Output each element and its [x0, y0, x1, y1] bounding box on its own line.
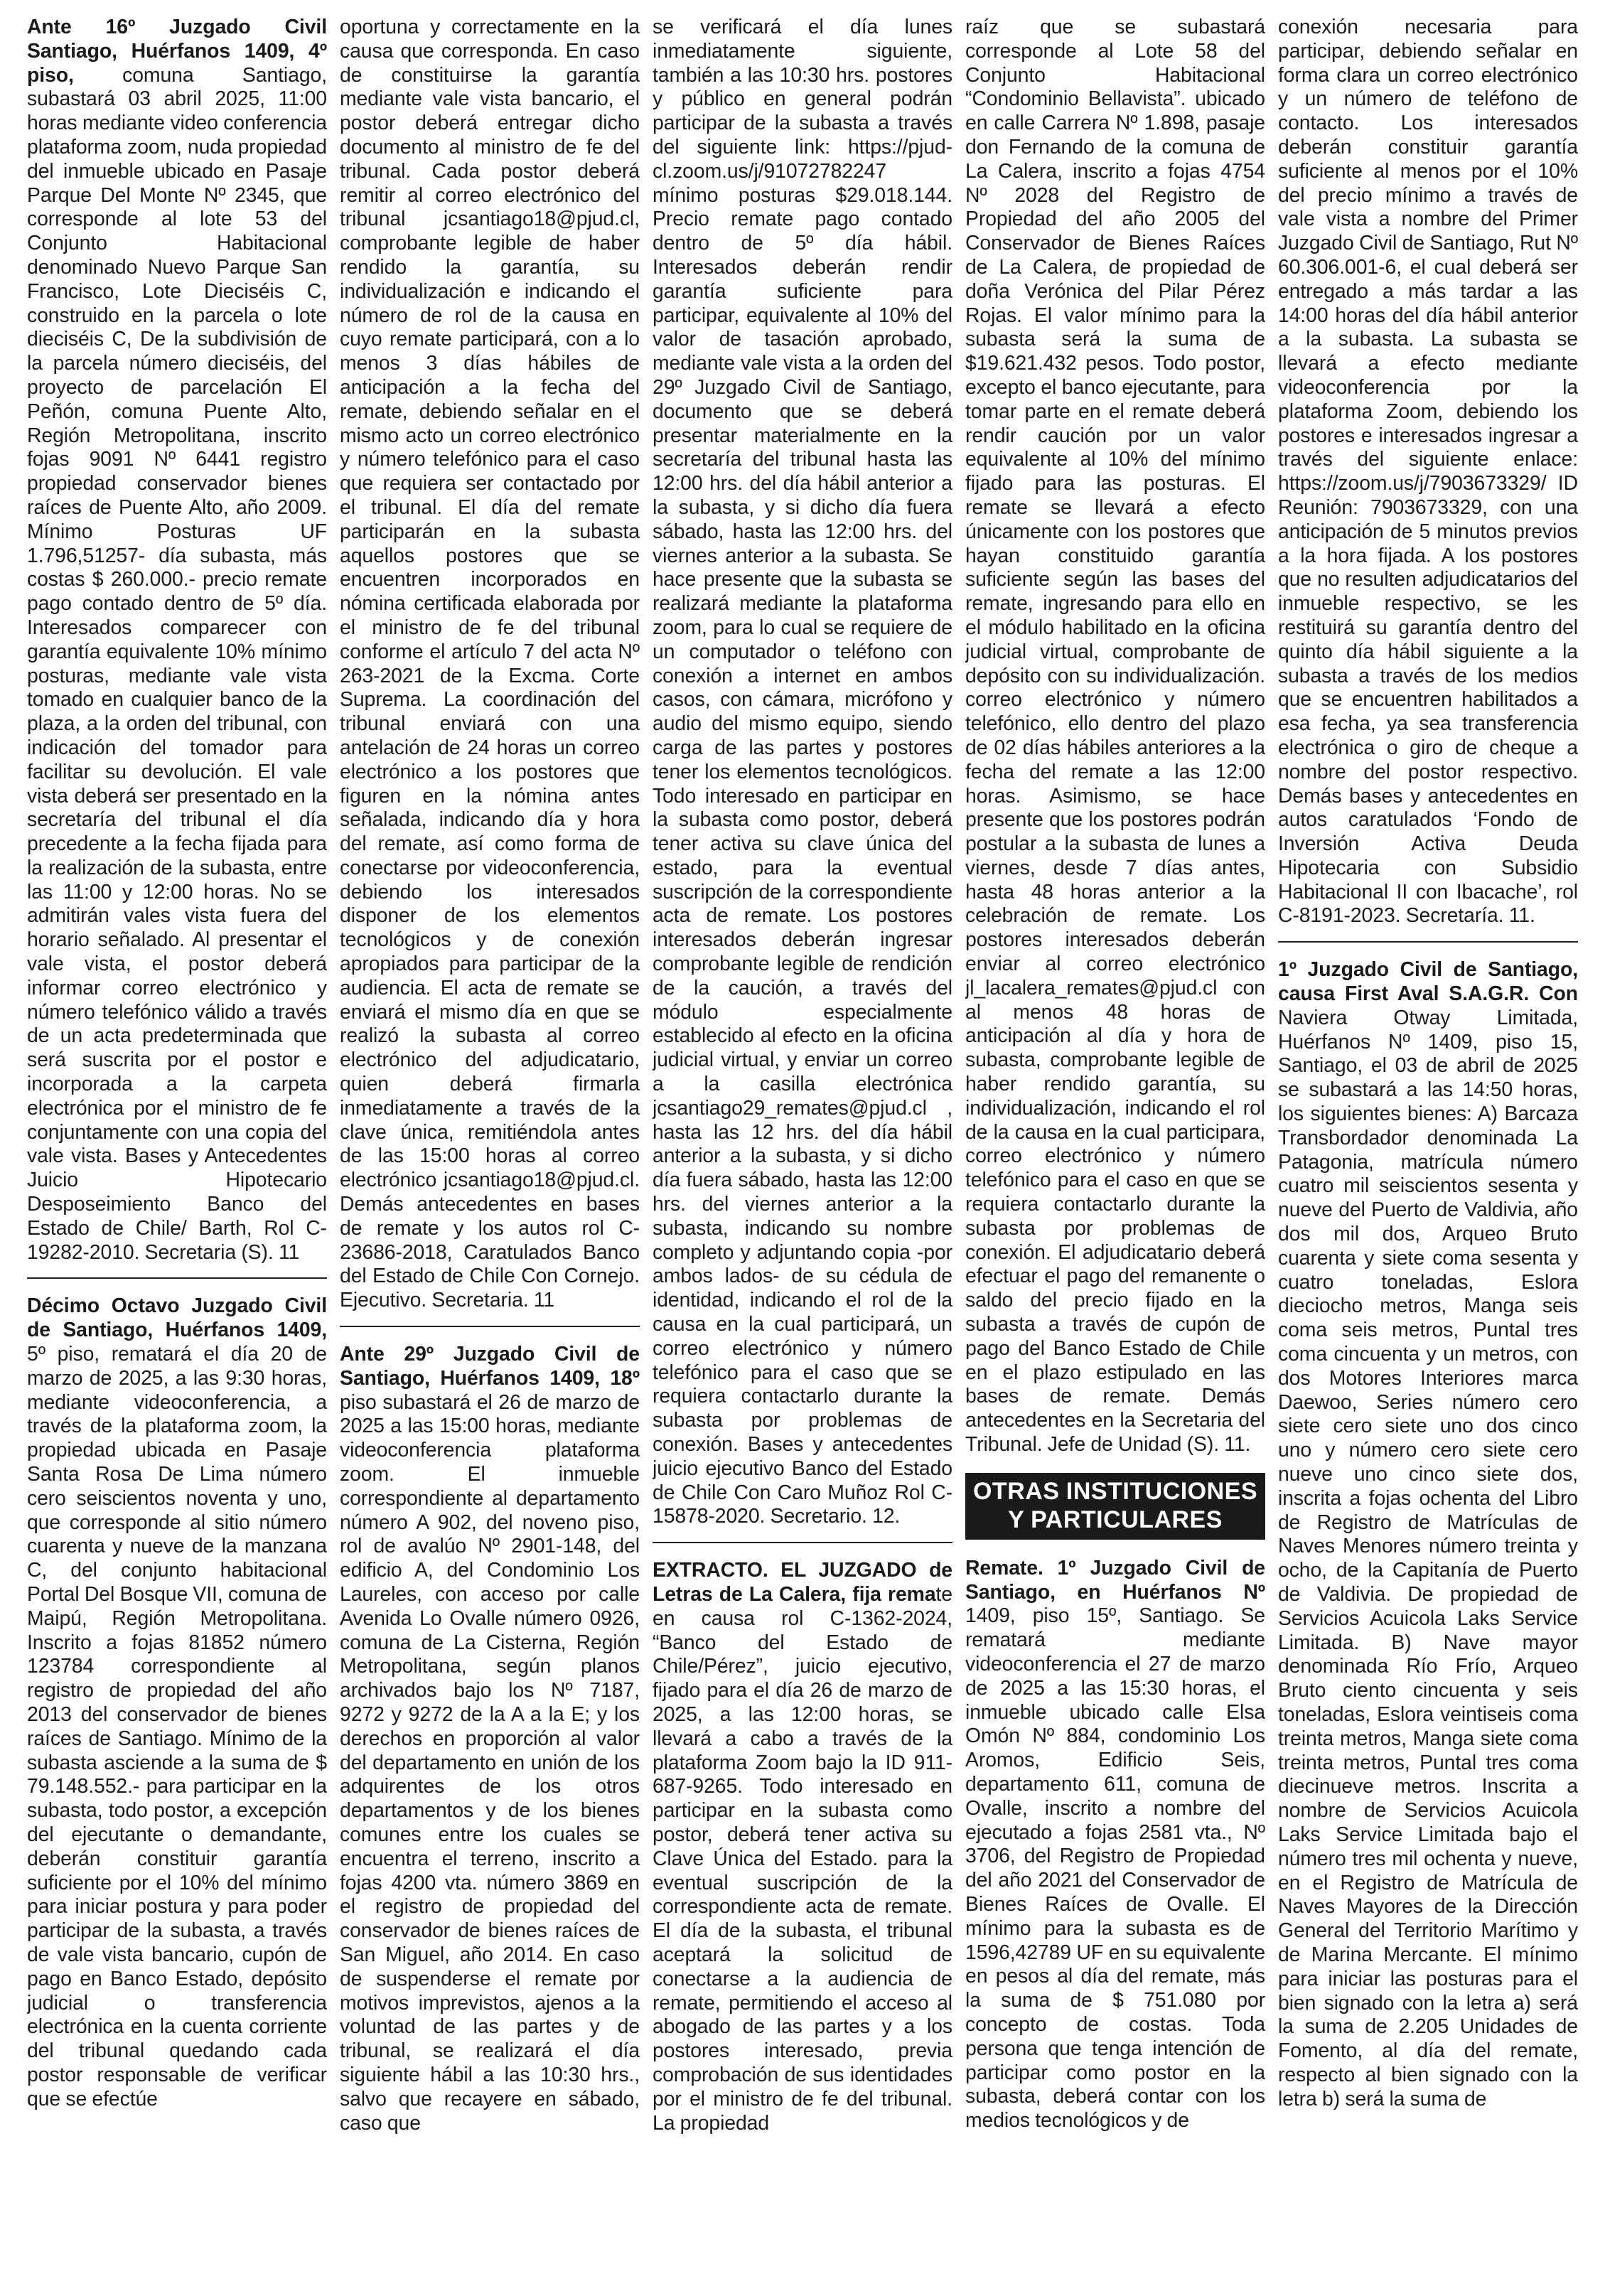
legal-notice [340, 1343, 640, 2135]
notice-body: 5º piso, rematará el día 20 de marzo de 2025, a las 9:30 horas, mediante videoconferencia, a través de la plataforma zoom, la propiedad ubicada en Pasaje Santa Rosa De Lima número cero seiscientos noventa y uno, que corresponde al sitio número cuarenta y nueve de la manzana C, del conjunto habitacional Portal Del Bosque VII, comuna de Maipú, Región Metropolitana. Inscrito a fojas 81852 número 123784 correspondiente al registro de propiedad del año 2013 del conservador de bienes raíces de Santiago. Mínimo de la subasta asciende a la suma de $ 79.148.552.- para participar en la subasta, todo postor, a excepción del ejecutante o demandante, deberán constituir garantía suficiente por el 10% del mínimo para iniciar postura y para poder participar de la subasta, a través de vale vista bancario, cupón de pago en Banco Estado, depósito judicial o transferencia electrónica en la cuenta corriente del tribunal quedando cada postor responsable de verificar que se efectúe [27, 1343, 327, 2110]
notice-body: 1409, piso 15º, Santiago. Se rematará mediante videoconferencia el 27 de marzo de 2025 a las 15:30 horas, el inmueble ubicado calle Elsa Omón Nº 884, condominio Los Aromos, Edificio Seis, departamento 611, comuna de Ovalle, inscrito a nombre del ejecutado a fojas 2581 vta., Nº 3706, del Registro de Propiedad del año 2021 del Conservador de Bienes Raíces de Ovalle. El mínimo para la subasta es de 1596,42789 UF en su equivalente en pesos al día del remate, más la suma de $ 751.080 por concepto de costas. Toda persona que tenga intención de participar como postor en la subasta, deberá contar con los medios tecnológicos y de [965, 1604, 1265, 2133]
notice-divider [1278, 941, 1578, 943]
section-heading: OTRAS INSTITUCIONES Y PARTICULARES [965, 1473, 1265, 1540]
notice-heading: 1º Juzgado Civil de Santiago, causa First Aval S.A.G.R. Con [1278, 958, 1578, 1006]
notice-divider [340, 1326, 640, 1327]
notice-body: piso subastará el 26 de marzo de 2025 a las 15:00 horas, mediante videoconferencia plataforma zoom. El inmueble correspondiente al departamento número A 902, del noveno piso, rol de avalúo Nº 2901-148, del edificio A, del Condominio Los Laureles, con acceso por calle Avenida Lo Ovalle número 0926, comuna de La Cisterna, Región Metropolitana, según planos archivados bajo los Nº 7187, 9272 y 9272 de la A a la E; y los derechos en proporción al valor del departamento en unión de los adquirentes de los otros departamentos y de los bienes comunes entre los cuales se encuentra el terreno, inscrito a fojas 4200 vta. número 3869 en el registro de propiedad del conservador de bienes raíces de San Miguel, año 2014. En caso de suspenderse el remate por motivos imprevistos, ajenos a la voluntad de las partes y de tribunal, se realizará el día siguiente hábil a las 10:30 hrs., salvo que recayere en sábado, caso que [340, 1390, 640, 2135]
column-1 [27, 16, 327, 2283]
column-2 [340, 16, 640, 2283]
legal-notice [965, 1557, 1265, 2133]
notice-heading: Ante 29º Juzgado Civil de Santiago, Huérfanos 1409, 18º [340, 1343, 640, 1390]
notice-body: se verificará el día lunes inmediatamente siguiente, también a las 10:30 hrs. postores y público en general podrán participar de la subasta a través del siguiente link: https://pjud-cl.zoom.us/j/91072782247 mínimo posturas $29.018.144. Precio remate pago contado dentro de 5º día hábil. Interesados deberán rendir garantía suficiente para participar, equivalente al 10% del valor de tasación aprobado, mediante vale vista a la orden del 29º Juzgado Civil de Santiago, documento que se deberá presentar materialmente en la secretaría del tribunal hasta las 12:00 hrs. del día hábil anterior a la subasta, y si dicho día fuera sábado, hasta las 12:00 hrs. del viernes anterior a la subasta. Se hace presente que la subasta se realizará mediante la plataforma zoom, para lo cual se requiere de un computador o teléfono con conexión a internet en ambos casos, con cámara, micrófono y audio del mismo equipo, siendo carga de las partes y postores tener los elementos tecnológicos. Todo interesado en participar en la subasta como postor, deberá tener activa su clave única del estado, para la eventual suscripción de la correspondiente acta de remate. Los postores interesados deberán ingresar comprobante legible de rendición de la caución, a través del módulo especialmente establecido al efecto en la oficina judicial virtual, y enviar un correo a la casilla electrónica jcsantiago29_remates@pjud.cl , hasta las 12 hrs. del día hábil anterior a la subasta, y si dicho día fuera sábado, hasta las 12:00 hrs. del viernes anterior a la subasta, indicando su nombre completo y adjuntando copia -por ambos lados- de su cédula de identidad, indicando el rol de la causa en la cual participará, un correo electrónico y número telefónico para el caso que se requiera contactarlo durante la subasta por problemas de conexión. Bases y antecedentes juicio ejecutivo Banco del Estado de Chile Con Caro Muñoz Rol C-15878-2020. Secretario. 12. [653, 16, 952, 1528]
notice-body: comuna Santiago, subastará 03 abril 2025, 11:00 horas mediante video conferencia plataforma zoom, nuda propiedad del inmueble ubicado en Pasaje Parque Del Monte Nº 2345, que corresponde al lote 53 del Conjunto Habitacional denominado Nuevo Parque San Francisco, Lote Dieciséis C, construido en la parcela o lote dieciséis C, De la subdivisión de la parcela número dieciséis, del proyecto de parcelación El Peñón, comuna Puente Alto, Región Metropolitana, inscrito fojas 9091 Nº 6441 registro propiedad conservador bienes raíces de Puente Alto, año 2009. Mínimo Posturas UF 1.796,51257- día subasta, más costas $ 260.000.- precio remate pago contado dentro de 5º día. Interesados comparecer con garantía equivalente 10% mínimo posturas, mediante vale vista tomado en cualquier banco de la plaza, a la orden del tribunal, con indicación del tomador para facilitar su devolución. El vale vista deberá ser presentado en la secretaría del tribunal el día precedente a la fecha fijada para la realización de la subasta, entre las 11:00 y 12:00 horas. No se admitirán vales vista fuera del horario señalado. Al presentar el vale vista, el postor deberá informar correo electrónico y número telefónico válido a través de un acta predeterminada que será suscrita por el postor e incorporada a la carpeta electrónica por el ministro de fe conjuntamente con una copia del vale vista. Bases y Antecedentes Juicio Hipotecario Desposeimiento Banco del Estado de Chile/ Barth, Rol C-19282-2010. Secretaria (S). 11 [27, 63, 327, 1264]
legal-notice [1278, 958, 1578, 2111]
notice-divider [653, 1542, 952, 1543]
column-5 [1278, 16, 1578, 2283]
notice-heading: Ante 16º Juzgado Civil Santiago, Huérfanos 1409, 4º piso, [27, 16, 327, 87]
column-3 [653, 16, 952, 2283]
notice-body: oportuna y correctamente en la causa que corresponda. En caso de constituirse la garantía mediante vale vista bancario, el postor deberá entregar dicho documento al ministro de fe del tribunal. Cada postor deberá remitir al correo electrónico del tribunal jcsantiago18@pjud.cl, comprobante legible de haber rendido la garantía, su individualización e indicando el número de rol de la causa en cuyo remate participará, con a lo menos 3 días hábiles de anticipación a la fecha del remate, debiendo señalar en el mismo acto un correo electrónico y número telefónico para el caso que requiera ser contactado por el tribunal. El día del remate participarán en la subasta aquellos postores que se encuentren incorporados en nómina certificada elaborada por el ministro de fe del tribunal conforme el artículo 7 del acta Nº 263-2021 de la Excma. Corte Suprema. La coordinación del tribunal enviará con una antelación de 24 horas un correo electrónico a los postores que figuren en la nómina antes señalada, indicando día y hora del remate, así como forma de conectarse por videoconferencia, debiendo los interesados disponer de los elementos tecnológicos y de conexión apropiados para participar de la audiencia. El acta de remate se enviará el mismo día en que se realizó la subasta al correo electrónico del adjudicatario, quien deberá firmarla inmediatamente a través de la clave única, remitiéndola antes de las 15:00 horas al correo electrónico jcsantiago18@pjud.cl. Demás antecedentes en bases de remate y los autos rol C-23686-2018, Caratulados Banco del Estado de Chile Con Cornejo. Ejecutivo. Secretaria. 11 [340, 16, 640, 1312]
legal-notice [340, 16, 640, 1313]
notice-heading: Remate. 1º Juzgado Civil de Santiago, en Huérfanos Nº [965, 1556, 1265, 1604]
legal-notice [965, 16, 1265, 1457]
notice-body: conexión necesaria para participar, debiendo señalar en forma clara un correo electrónico y un número de teléfono de contacto. Los interesados deberán constituir garantía suficiente al menos por el 10% del precio mínimo a través de vale vista a nombre del Primer Juzgado Civil de Santiago, Rut Nº 60.306.001-6, el cual deberá ser entregado a más tardar a las 14:00 horas del día hábil anterior a la subasta. La subasta se llevará a efecto mediante videoconferencia por la plataforma Zoom, debiendo los postores e interesados ingresar a través del siguiente enlace: https://zoom.us/j/7903673329/ ID Reunión: 7903673329, con una anticipación de 5 minutos previos a la hora fijada. A los postores que no resulten adjudicatarios del inmueble respectivo, se les restituirá su garantía dentro del quinto día hábil siguiente a la subasta a través de los medios que se encuentren habilitados a esa fecha, ya sea transferencia electrónica o giro de cheque a nombre del postor respectivo. Demás bases y antecedentes en autos caratulados ‘Fondo de Inversión Activa Deuda Hipotecaria con Subsidio Habitacional II con Ibacache’, rol C-8191-2023. Secretaría. 11. [1278, 16, 1578, 928]
notice-heading: EXTRACTO. EL JUZGADO de Letras de La Calera, fija rema [653, 1559, 952, 1606]
notice-divider [27, 1277, 327, 1279]
column-4 [965, 16, 1265, 2283]
notice-body: raíz que se subastará corresponde al Lote 58 del Conjunto Habitacional “Condominio Bellavista”. ubicado en calle Carrera Nº 1.898, pasaje don Fernando de la comuna de La Calera, inscrito a fojas 4754 Nº 2028 del Registro de Propiedad del año 2005 del Conservador de Bienes Raíces de La Calera, de propiedad de doña Verónica del Pilar Pérez Rojas. El valor mínimo para la subasta será la suma de $19.621.432 pesos. Todo postor, excepto el banco ejecutante, para tomar parte en el remate deberá rendir caución por un valor equivalente al 10% del mínimo fijado para las posturas. El remate se llevará a efecto únicamente con los postores que hayan constituido garantía suficiente según las bases del remate, ingresando para ello en el módulo habilitado en la oficina judicial virtual, comprobante de depósito con su individualización. correo electrónico y número telefónico, ello dentro del plazo de 02 días hábiles anteriores a la fecha del remate a las 12:00 horas. Asimismo, se hace presente que los postores podrán postular a la subasta de lunes a viernes, desde 7 días antes, hasta 48 horas anterior a la celebración de remate. Los postores interesados deberán enviar al correo electrónico jl_lacalera_remates@pjud.cl con al menos 48 horas de anticipación al día y hora de subasta, comprobante legible de haber rendido garantía, su individualización, indicando el rol de la causa en la cual participara, correo electrónico y número telefónico para el caso en que se requiera contactarlo durante la subasta por problemas de conexión. El adjudicatario deberá efectuar el pago del remanente o saldo del precio fijado en la subasta a través de cupón de pago del Banco Estado de Chile en el plazo estipulado en las bases de remate. Demás antecedentes en la Secretaria del Tribunal. Jefe de Unidad (S). 11. [965, 16, 1265, 1457]
notice-heading: Décimo Octavo Juzgado Civil de Santiago, Huérfanos 1409, [27, 1294, 327, 1342]
legal-notice [653, 16, 952, 1529]
legal-notice [27, 1294, 327, 2111]
notice-body: te en causa rol C-1362-2024, “Banco del Estado de Chile/Pérez”, juicio ejecutivo, fijado para el día 26 de marzo de 2025, a las 12:00 horas, se llevará a cabo a través de la plataforma Zoom bajo la ID 911-687-9265. Todo interesado en participar en la subasta como postor, deberá tener activa su Clave Única del Estado. para la eventual suscripción de la correspondiente acta de remate. El día de la subasta, el tribunal aceptará la solicitud de conectarse a la audiencia de remate, permitiendo el acceso al abogado de las partes y a los postores interesado, previa comprobación de sus identidades por el ministro de fe del tribunal. La propiedad [653, 1583, 952, 2135]
notice-body: Naviera Otway Limitada, Huérfanos Nº 1409, piso 15, Santiago, el 03 de abril de 2025 se subastará a las 14:50 horas, los siguientes bienes: A) Barcaza Transbordador denominada La Patagonia, matrícula número cuatro mil seiscientos sesenta y nueve del Puerto de Valdivia, año dos mil dos, Arqueo Bruto cuarenta y siete coma sesenta y cuatro toneladas, Eslora dieciocho metros, Manga seis coma seis metros, Puntal tres coma cincuenta y un metros, con dos Motores Interiores marca Daewoo, Series número cero siete cero siete uno dos cinco uno y número cero siete cero nueve uno cinco siete dos, inscrita a fojas ochenta del Libro de Registro de Matrículas de Naves Menores número treinta y ocho, de la Capitanía de Puerto de Valdivia. De propiedad de Servicios Acuicola Laks Service Limitada. B) Nave mayor denominada Río Frío, Arqueo Bruto ciento cincuenta y seis toneladas, Eslora veintiseis coma treinta metros, Manga siete coma treinta metros, Puntal tres coma diecinueve metros. Inscrita a nombre de Servicios Acuicola Laks Service Limitada bajo el número tres mil ochenta y nueve, en el Registro de Matrícula de Naves Mayores de la Dirección General del Territorio Marítimo y de Marina Mercante. El mínimo para iniciar las posturas para el bien signado con la letra a) será la suma de 2.205 Unidades de Fomento, al día del remate, respecto al bien signado con la letra b) será la suma de [1278, 1006, 1578, 2110]
legal-notice [653, 1559, 952, 2135]
legal-notice [27, 16, 327, 1265]
legal-notice [1278, 16, 1578, 928]
